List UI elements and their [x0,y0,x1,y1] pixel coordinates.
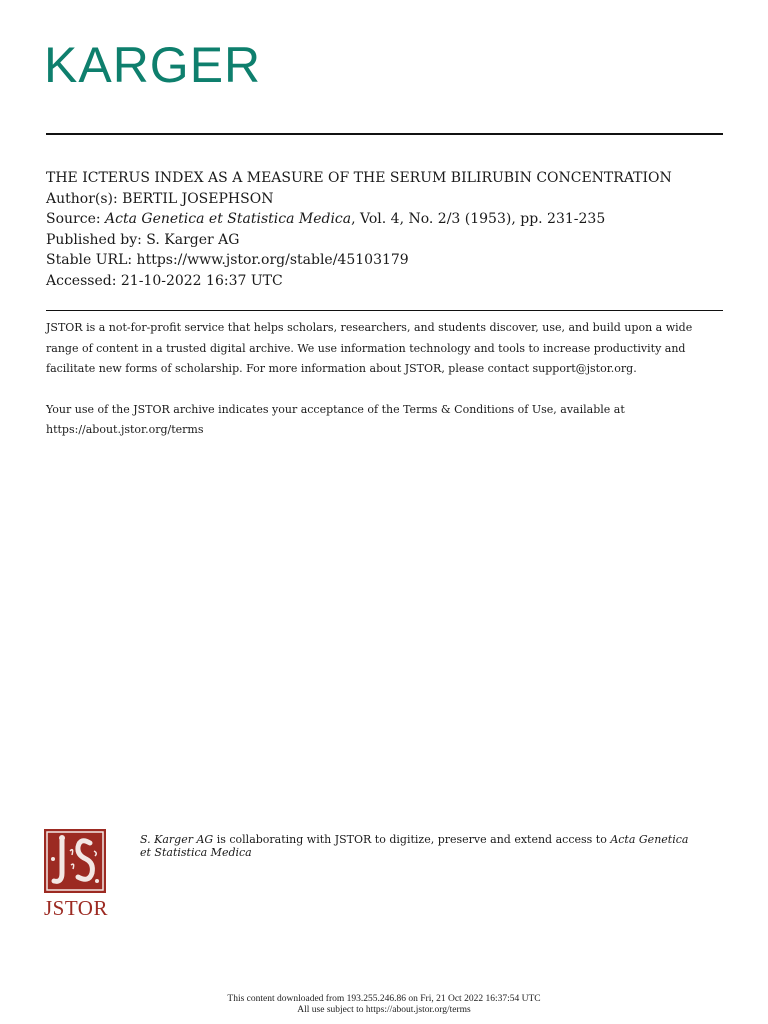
published-label: Published by: [46,231,142,248]
stable-url-line [46,250,726,271]
download-footer [0,994,768,1015]
publisher-line [46,230,726,251]
notice-paragraph-terms: Your use of the JSTOR archive indicates your acceptance of the Terms & Conditions of Use, available at https://about.jstor.org/terms [46,402,625,437]
karger-logo: KARGER [44,37,262,93]
footer-terms-line: All use subject to https://about.jstor.org/terms [297,1004,471,1015]
notice-divider [46,310,723,311]
jstor-notice [46,318,726,441]
article-metadata [46,168,726,292]
authors-label: Author(s): [46,190,118,207]
jstor-emblem-icon [44,829,106,893]
jstor-wordmark: JSTOR [44,896,108,920]
source-label: Source: [46,211,101,228]
notice-paragraph-about: JSTOR is a not-for-profit service that helps scholars, researchers, and students discover, use, and build upon a wide range of content in a trusted digital archive. We use information technology and tools to increase productivity and facilitate new forms of scholarship. For more information about JSTOR, please contact support@jstor.org. [46,321,693,376]
collaboration-statement [140,833,700,859]
header-divider [46,133,723,135]
authors-line [46,189,726,210]
published-value: S. Karger AG [146,231,240,248]
authors-value: BERTIL JOSEPHSON [122,190,274,207]
source-line [46,209,726,230]
article-title: THE ICTERUS INDEX AS A MEASURE OF THE SERUM BILIRUBIN CONCENTRATION [46,170,672,186]
source-details: , Vol. 4, No. 2/3 (1953), pp. 231-235 [351,211,606,228]
accessed-line [46,271,726,292]
accessed-label: Accessed: [46,272,117,289]
footer-download-line: This content downloaded from 193.255.246.86 on Fri, 21 Oct 2022 16:37:54 UTC [227,994,541,1004]
collab-text: is collaborating with JSTOR to digitize, preserve and extend access to [213,833,611,846]
stable-url-link[interactable]: https://www.jstor.org/stable/45103179 [136,252,409,269]
collab-partner: S. Karger AG [140,833,214,846]
journal-name: Acta Genetica et Statistica Medica [105,211,352,228]
accessed-value: 21-10-2022 16:37 UTC [120,272,283,289]
collab-journal: Acta Genetica et Statistica Medica [140,833,689,859]
stable-url-label: Stable URL: [46,252,133,269]
